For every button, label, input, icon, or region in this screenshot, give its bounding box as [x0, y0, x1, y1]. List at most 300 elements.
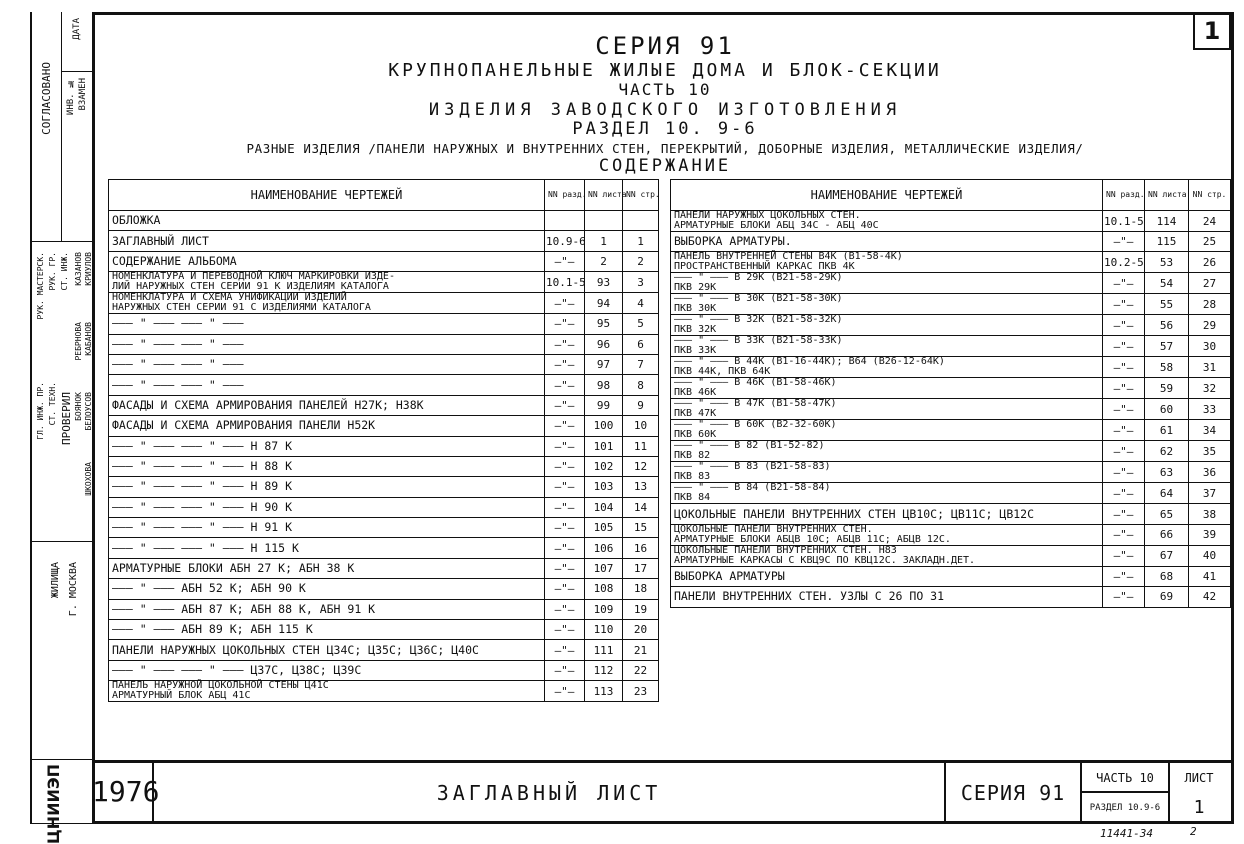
row-name-line2: ПКВ 84 — [674, 492, 711, 504]
table-row — [109, 599, 659, 619]
row-sheet: 59 — [1145, 378, 1189, 399]
table-row — [109, 231, 659, 251]
name-3: БОЯНОК — [74, 392, 83, 421]
row-page: 27 — [1189, 273, 1231, 294]
row-name — [671, 336, 1103, 357]
row-page: 15 — [623, 518, 659, 538]
row-sheet: 105 — [585, 518, 623, 538]
table-row — [671, 420, 1231, 441]
year-cell: 1976 — [92, 763, 154, 824]
row-sheet: 94 — [585, 293, 623, 314]
col-sheet-header: NN листа — [1145, 180, 1189, 211]
row-section: —"— — [1103, 336, 1145, 357]
name-2: РЕБРНОВА — [74, 322, 83, 361]
row-name-line2: ПКВ 32К — [674, 324, 717, 336]
col-section-header: NN разд. — [545, 180, 585, 211]
row-sheet: 93 — [585, 272, 623, 293]
contents-title: СОДЕРЖАНИЕ — [598, 156, 732, 176]
row-page: 37 — [1189, 483, 1231, 504]
row-page: 8 — [623, 375, 659, 395]
table-header — [671, 180, 1231, 211]
row-section: 10.1-5 — [545, 272, 585, 293]
row-section: —"— — [545, 558, 585, 578]
row-sheet: 113 — [585, 681, 623, 702]
row-page: 4 — [623, 293, 659, 314]
row-page: 22 — [623, 660, 659, 680]
row-page: 36 — [1189, 462, 1231, 483]
row-page: 42 — [1189, 587, 1231, 607]
row-name-line1: ——— " ——— В 44К (В1-16-44К); В64 (В26-12-64К) — [674, 356, 945, 368]
row-section: —"— — [1103, 587, 1145, 607]
row-name: ——— " ——— ——— " ——— Ц37С, Ц38С; Ц39С — [109, 660, 545, 680]
row-section: —"— — [1103, 504, 1145, 524]
row-name-line1: ——— " ——— В 33К (В21-58-33К) — [674, 335, 843, 347]
row-section: —"— — [545, 620, 585, 640]
signatures-cell — [32, 242, 94, 542]
row-name: ——— " ——— ——— " ——— Н 91 К — [109, 518, 545, 538]
table-row — [109, 477, 659, 497]
table-row — [671, 294, 1231, 315]
row-name: ВЫБОРКА АРМАТУРЫ. — [671, 232, 1103, 252]
agreed-cell — [32, 12, 62, 242]
row-name-line2: ПКВ 33К — [674, 345, 717, 357]
row-name-line2: ПКВ 29К — [674, 282, 717, 294]
title-block — [92, 760, 1234, 827]
row-section: —"— — [545, 497, 585, 517]
row-page: 17 — [623, 558, 659, 578]
row-name-line2: ПКВ 60К — [674, 429, 717, 441]
row-page: 18 — [623, 579, 659, 599]
row-section: —"— — [545, 416, 585, 436]
row-name: ОБЛОЖКА — [109, 211, 545, 231]
row-sheet: 64 — [1145, 483, 1189, 504]
table-row — [109, 354, 659, 374]
col-page-header: NN стр. — [1189, 180, 1231, 211]
table-row — [671, 378, 1231, 399]
col-page-header: NN стр. — [623, 180, 659, 211]
row-name — [671, 545, 1103, 566]
sheet-label: ЛИСТ — [1168, 763, 1228, 793]
table-row — [671, 232, 1231, 252]
row-name — [109, 681, 545, 702]
row-section: 10.2-5 — [1103, 252, 1145, 273]
table-header — [109, 180, 659, 211]
row-section: —"— — [1103, 462, 1145, 483]
row-name: ——— " ——— ——— " ——— — [109, 334, 545, 354]
row-page: 9 — [623, 395, 659, 415]
row-name: ВЫБОРКА АРМАТУРЫ — [671, 566, 1103, 586]
row-name — [671, 524, 1103, 545]
row-page: 5 — [623, 314, 659, 334]
row-name — [671, 211, 1103, 232]
row-name: ПАНЕЛИ ВНУТРЕННИХ СТЕН. УЗЛЫ С 26 ПО 31 — [671, 587, 1103, 607]
row-section: —"— — [1103, 294, 1145, 315]
row-name: ——— " ——— АБН 52 К; АБН 90 К — [109, 579, 545, 599]
table-row — [671, 483, 1231, 504]
row-name-line1: ЦОКОЛЬНЫЕ ПАНЕЛИ ВНУТРЕННИХ СТЕН. — [674, 523, 873, 535]
row-sheet: 58 — [1145, 357, 1189, 378]
series-cell: СЕРИЯ 91 — [944, 763, 1082, 824]
table-row — [109, 251, 659, 271]
description: РАЗНЫЕ ИЗДЕЛИЯ /ПАНЕЛИ НАРУЖНЫХ И ВНУТРЕННИХ СТЕН, ПЕРЕКРЫТИЙ, ДОБОРНЫЕ ИЗДЕЛИЯ, МЕТАЛЛИЧЕСКИЕ ИЗДЕЛИЯ/ — [246, 141, 1084, 156]
col-sheet-header: NN листа — [585, 180, 623, 211]
row-sheet: 107 — [585, 558, 623, 578]
name-4: КРИУЛОВ — [84, 252, 93, 286]
row-sheet: 54 — [1145, 273, 1189, 294]
row-section: —"— — [1103, 315, 1145, 336]
row-sheet: 67 — [1145, 545, 1189, 566]
table-row — [109, 416, 659, 436]
row-name — [671, 294, 1103, 315]
table-row — [109, 620, 659, 640]
row-page: 19 — [623, 599, 659, 619]
row-name: ——— " ——— ——— " ——— — [109, 314, 545, 334]
name-7: ШКОХОВА — [84, 462, 93, 496]
row-name: ——— " ——— ——— " ——— Н 89 К — [109, 477, 545, 497]
row-section: —"— — [1103, 524, 1145, 545]
row-section: —"— — [545, 538, 585, 558]
table-row — [109, 640, 659, 660]
row-sheet: 109 — [585, 599, 623, 619]
row-section: 10.9-6 — [545, 231, 585, 251]
table-row — [671, 504, 1231, 524]
table-row — [671, 252, 1231, 273]
row-name-line1: ——— " ——— В 32К (В21-58-32К) — [674, 314, 843, 326]
org-strip-cell — [32, 542, 94, 760]
row-sheet: 60 — [1145, 399, 1189, 420]
row-name: ФАСАДЫ И СХЕМА АРМИРОВАНИЯ ПАНЕЛИ Н52К — [109, 416, 545, 436]
table-row — [671, 273, 1231, 294]
row-page: 10 — [623, 416, 659, 436]
name-1: КАЗАНОВ — [74, 252, 83, 286]
table-row — [109, 334, 659, 354]
row-page: 31 — [1189, 357, 1231, 378]
table-row — [671, 462, 1231, 483]
role-2: ГЛ. ИНЖ. ПР. — [36, 382, 45, 440]
row-name-line1: ——— " ——— В 29К (В21-58-29К) — [674, 272, 843, 284]
org-logo: ЦНИИЭП — [44, 764, 63, 844]
album-title: КРУПНОПАНЕЛЬНЫЕ ЖИЛЫЕ ДОМА И БЛОК-СЕКЦИИ — [388, 60, 942, 81]
row-name — [671, 462, 1103, 483]
side-strip — [30, 12, 94, 844]
row-sheet: 63 — [1145, 462, 1189, 483]
role-5: СТ. ИНЖ. — [60, 252, 69, 291]
inv-label: ИНВ. № — [66, 78, 76, 116]
row-section: —"— — [545, 314, 585, 334]
register-table-left — [108, 179, 659, 702]
row-name — [671, 399, 1103, 420]
table-row — [109, 558, 659, 578]
row-name-line1: ПАНЕЛЬ НАРУЖНОЙ ЦОКОЛЬНОЙ СТЕНЫ Ц41С — [112, 680, 329, 692]
row-name: ФАСАДЫ И СХЕМА АРМИРОВАНИЯ ПАНЕЛЕЙ Н27К; Н38К — [109, 395, 545, 415]
inv-cell — [62, 72, 94, 242]
row-page: 38 — [1189, 504, 1231, 524]
row-sheet: 114 — [1145, 211, 1189, 232]
row-sheet: 112 — [585, 660, 623, 680]
table-row — [671, 399, 1231, 420]
row-section: —"— — [1103, 399, 1145, 420]
row-name — [671, 420, 1103, 441]
sheet-number: 1 — [1168, 793, 1228, 824]
sheet-title: ЗАГЛАВНЫЙ ЛИСТ — [436, 781, 662, 805]
row-name-line1: ПАНЕЛИ НАРУЖНЫХ ЦОКОЛЬНЫХ СТЕН. — [674, 210, 861, 221]
table-row — [109, 272, 659, 293]
part-cell: ЧАСТЬ 10 — [1082, 763, 1168, 793]
row-page: 24 — [1189, 211, 1231, 232]
row-sheet: 53 — [1145, 252, 1189, 273]
row-section: —"— — [1103, 420, 1145, 441]
table-row — [671, 315, 1231, 336]
row-sheet: 100 — [585, 416, 623, 436]
row-name-line2: НАРУЖНЫХ СТЕН СЕРИИ 91 С ИЗДЕЛИЯМИ КАТАЛОГА — [112, 302, 371, 314]
row-page: 25 — [1189, 232, 1231, 252]
row-sheet: 110 — [585, 620, 623, 640]
row-page: 40 — [1189, 545, 1231, 566]
row-name-line1: ——— " ——— В 30К (В21-58-30К) — [674, 293, 843, 305]
row-section: —"— — [545, 477, 585, 497]
row-sheet: 99 — [585, 395, 623, 415]
row-page: 6 — [623, 334, 659, 354]
row-page: 23 — [623, 681, 659, 702]
row-name: ——— " ——— ——— " ——— Н 90 К — [109, 497, 545, 517]
row-sheet: 68 — [1145, 566, 1189, 586]
name-5: КАБАНОВ — [84, 322, 93, 356]
row-sheet: 1 — [585, 231, 623, 251]
row-name — [671, 483, 1103, 504]
row-page: 11 — [623, 436, 659, 456]
row-section: —"— — [545, 395, 585, 415]
row-name — [671, 357, 1103, 378]
row-page: 35 — [1189, 441, 1231, 462]
row-page: 28 — [1189, 294, 1231, 315]
row-page: 7 — [623, 354, 659, 374]
row-name-line1: ПАНЕЛЬ ВНУТРЕННЕЙ СТЕНЫ В4К (В1-58-4К) — [674, 251, 903, 263]
row-name: ——— " ——— ——— " ——— Н 115 К — [109, 538, 545, 558]
row-name-line1: ЦОКОЛЬНЫЕ ПАНЕЛИ ВНУТРЕННИХ СТЕН. Н83 — [674, 544, 897, 556]
date-cell — [62, 12, 94, 72]
row-sheet: 102 — [585, 456, 623, 476]
name-6: БЕЛОУСОВ — [84, 392, 93, 431]
row-name-line1: ——— " ——— В 84 (В21-58-84) — [674, 482, 831, 494]
table-row — [671, 211, 1231, 232]
row-sheet: 57 — [1145, 336, 1189, 357]
table-row — [109, 456, 659, 476]
col-name-header: НАИМЕНОВАНИЕ ЧЕРТЕЖЕЙ — [671, 180, 1103, 211]
row-section: —"— — [1103, 441, 1145, 462]
row-sheet: 96 — [585, 334, 623, 354]
table-row — [671, 336, 1231, 357]
row-section: —"— — [1103, 273, 1145, 294]
table-row — [109, 293, 659, 314]
row-name-line2: АРМАТУРНЫЕ БЛОКИ АБЦ 34С - АБЦ 40С — [674, 220, 879, 231]
row-page: 12 — [623, 456, 659, 476]
row-sheet: 95 — [585, 314, 623, 334]
row-name-line2: ПКВ 44К, ПКВ 64К — [674, 366, 771, 378]
row-page: 29 — [1189, 315, 1231, 336]
row-section: —"— — [1103, 357, 1145, 378]
row-section: —"— — [1103, 483, 1145, 504]
row-section: —"— — [1103, 232, 1145, 252]
row-sheet: 106 — [585, 538, 623, 558]
row-page: 33 — [1189, 399, 1231, 420]
row-name: ЦОКОЛЬНЫЕ ПАНЕЛИ ВНУТРЕННИХ СТЕН ЦВ10С; ЦВ11С; ЦВ12С — [671, 504, 1103, 524]
role-1: РУК. МАСТЕРСК. — [36, 252, 45, 320]
series-title: СЕРИЯ 91 — [595, 32, 735, 60]
row-name-line1: НОМЕНКЛАТУРА И СХЕМА УНИФИКАЦИИ ИЗДЕЛИЙ — [112, 292, 347, 304]
row-sheet: 97 — [585, 354, 623, 374]
row-section: —"— — [545, 375, 585, 395]
table-row — [671, 545, 1231, 566]
row-page: 1 — [623, 231, 659, 251]
row-sheet: 101 — [585, 436, 623, 456]
table-row — [671, 566, 1231, 586]
table-row — [109, 436, 659, 456]
row-name-line1: НОМЕНКЛАТУРА И ПЕРЕВОДНОЙ КЛЮЧ МАРКИРОВКИ ИЗДЕ- — [112, 271, 395, 283]
section-cell: РАЗДЕЛ 10.9-6 — [1089, 803, 1161, 813]
row-section: —"— — [1103, 378, 1145, 399]
row-page: 2 — [623, 251, 659, 271]
row-section: —"— — [1103, 566, 1145, 586]
row-page — [623, 211, 659, 231]
replace-label: ВЗАМЕН — [78, 78, 88, 111]
row-name-line2: ПКВ 82 — [674, 450, 711, 462]
table-row — [671, 357, 1231, 378]
subtitle: ИЗДЕЛИЯ ЗАВОДСКОГО ИЗГОТОВЛЕНИЯ — [428, 100, 902, 120]
table-row — [109, 211, 659, 231]
row-sheet: 66 — [1145, 524, 1189, 545]
row-section: —"— — [545, 599, 585, 619]
org-sub-vertical: ЖИЛИЩА — [50, 562, 61, 599]
row-name — [671, 378, 1103, 399]
row-name — [671, 441, 1103, 462]
row-name-line2: ЛИЙ НАРУЖНЫХ СТЕН СЕРИИ 91 К ИЗДЕЛИЯМ КАТАЛОГА — [112, 281, 389, 293]
row-section: —"— — [1103, 545, 1145, 566]
table-row — [671, 524, 1231, 545]
row-name: СОДЕРЖАНИЕ АЛЬБОМА — [109, 251, 545, 271]
row-section: —"— — [545, 518, 585, 538]
row-page: 21 — [623, 640, 659, 660]
row-section: —"— — [545, 293, 585, 314]
row-name: ——— " ——— АБН 89 К; АБН 115 К — [109, 620, 545, 640]
city-vertical: Г. МОСКВА — [68, 562, 79, 617]
row-page: 20 — [623, 620, 659, 640]
page-number: 1 — [1193, 12, 1231, 50]
row-section: —"— — [545, 660, 585, 680]
row-name — [671, 315, 1103, 336]
row-sheet: 61 — [1145, 420, 1189, 441]
row-page: 14 — [623, 497, 659, 517]
table-row — [671, 587, 1231, 607]
row-name: АРМАТУРНЫЕ БЛОКИ АБН 27 К; АБН 38 К — [109, 558, 545, 578]
row-sheet: 111 — [585, 640, 623, 660]
row-name: ПАНЕЛИ НАРУЖНЫХ ЦОКОЛЬНЫХ СТЕН Ц34С; Ц35С; Ц36С; Ц40С — [109, 640, 545, 660]
row-page: 13 — [623, 477, 659, 497]
row-name-line2: ПКВ 83 — [674, 471, 711, 483]
row-name-line2: АРМАТУРНЫЕ КАРКАСЫ С КВЦ9С ПО КВЦ12С. ЗАКЛАДН.ДЕТ. — [674, 554, 976, 566]
row-section: —"— — [545, 456, 585, 476]
row-section: —"— — [545, 436, 585, 456]
row-section: —"— — [545, 334, 585, 354]
row-name: ——— " ——— АБН 87 К; АБН 88 К, АБН 91 К — [109, 599, 545, 619]
role-4: СТ. ТЕХН. — [48, 382, 57, 426]
row-page: 32 — [1189, 378, 1231, 399]
table-row — [109, 518, 659, 538]
register-table-right — [670, 179, 1231, 608]
row-page: 30 — [1189, 336, 1231, 357]
table-row — [671, 441, 1231, 462]
role-3: РУК. ГР. — [48, 252, 57, 291]
stamp-page: 2 — [1190, 825, 1197, 838]
row-name: ——— " ——— ——— " ——— Н 87 К — [109, 436, 545, 456]
table-row — [109, 375, 659, 395]
row-name: ——— " ——— ——— " ——— Н 88 К — [109, 456, 545, 476]
row-sheet: 108 — [585, 579, 623, 599]
row-sheet: 115 — [1145, 232, 1189, 252]
row-sheet: 62 — [1145, 441, 1189, 462]
row-name-line2: АРМАТУРНЫЕ БЛОКИ АБЦВ 10С; АБЦВ 11С; АБЦВ 12С. — [674, 533, 951, 545]
row-name-line1: ——— " ——— В 60К (В2-32-60К) — [674, 419, 837, 431]
row-name: ЗАГЛАВНЫЙ ЛИСТ — [109, 231, 545, 251]
row-page: 3 — [623, 272, 659, 293]
row-name — [109, 272, 545, 293]
row-section — [545, 211, 585, 231]
row-name-line1: ——— " ——— В 82 (В1-52-82) — [674, 440, 825, 452]
row-sheet: 2 — [585, 251, 623, 271]
col-section-header: NN разд. — [1103, 180, 1145, 211]
row-sheet: 103 — [585, 477, 623, 497]
row-sheet: 104 — [585, 497, 623, 517]
row-page: 26 — [1189, 252, 1231, 273]
stamp-code: 11441-34 — [1100, 827, 1153, 840]
row-name-line1: ——— " ——— В 46К (В1-58-46К) — [674, 377, 837, 389]
row-section: —"— — [545, 681, 585, 702]
section-title: РАЗДЕЛ 10. 9-6 — [572, 119, 758, 139]
row-name — [671, 252, 1103, 273]
row-name-line1: ——— " ——— В 83 (В21-58-83) — [674, 461, 831, 473]
row-name: ——— " ——— ——— " ——— — [109, 375, 545, 395]
row-name: ——— " ——— ——— " ——— — [109, 354, 545, 374]
table-row — [109, 579, 659, 599]
row-name-line2: АРМАТУРНЫЙ БЛОК АБЦ 41С — [112, 690, 251, 702]
row-name-line2: ПКВ 46К — [674, 387, 717, 399]
org-logo-cell — [32, 760, 94, 844]
row-sheet: 55 — [1145, 294, 1189, 315]
row-page: 34 — [1189, 420, 1231, 441]
row-sheet: 65 — [1145, 504, 1189, 524]
row-page: 41 — [1189, 566, 1231, 586]
checked-label: ПРОВЕРИЛ — [60, 392, 73, 445]
table-row — [109, 395, 659, 415]
row-name-line2: ПКВ 47К — [674, 408, 717, 420]
table-row — [109, 681, 659, 702]
row-section: —"— — [545, 354, 585, 374]
row-sheet: 56 — [1145, 315, 1189, 336]
row-sheet — [585, 211, 623, 231]
agreed-label: СОГЛАСОВАНО — [40, 62, 53, 135]
row-section: —"— — [545, 251, 585, 271]
date-label: ДАТА — [72, 18, 82, 40]
row-section: 10.1-5 — [1103, 211, 1145, 232]
col-name-header: НАИМЕНОВАНИЕ ЧЕРТЕЖЕЙ — [109, 180, 545, 211]
part-title: ЧАСТЬ 10 — [618, 80, 712, 99]
row-name — [109, 293, 545, 314]
row-section: —"— — [545, 579, 585, 599]
row-name — [671, 273, 1103, 294]
row-name-line2: ПРОСТРАНСТВЕННЫЙ КАРКАС ПКВ 4К — [674, 261, 855, 273]
table-row — [109, 314, 659, 334]
row-sheet: 69 — [1145, 587, 1189, 607]
row-name-line1: ——— " ——— В 47К (В1-58-47К) — [674, 398, 837, 410]
